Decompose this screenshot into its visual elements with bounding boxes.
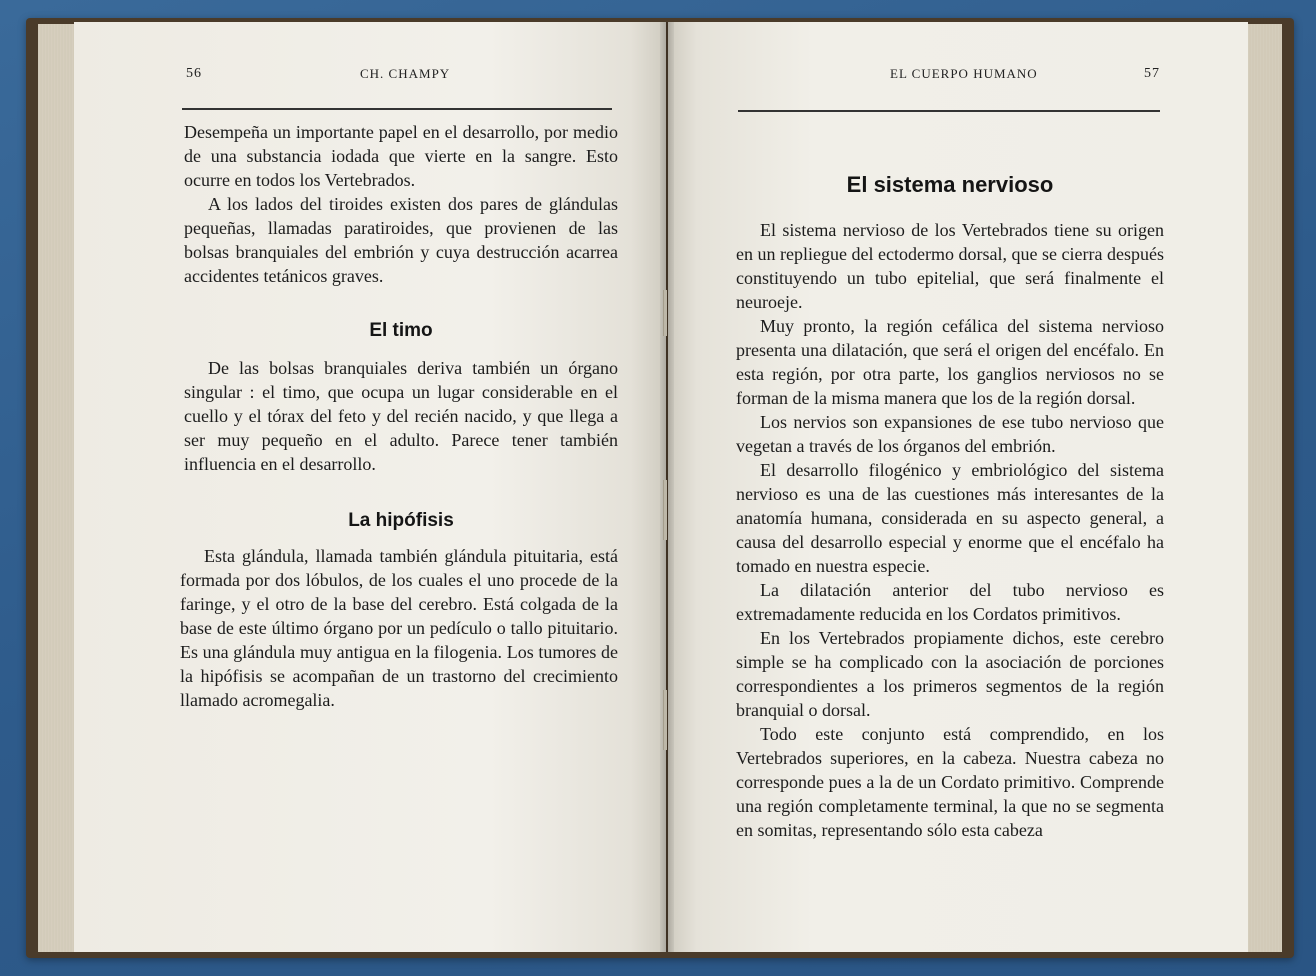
header-rule — [738, 110, 1160, 112]
paragraph: En los Vertebrados propiamente dichos, este cerebro simple se ha complicado con la asociación de porciones correspondientes a los primeros segmentos de la región branquial o dorsal. — [736, 628, 1164, 720]
left-page-header — [110, 66, 622, 86]
section-timo-text — [184, 356, 618, 476]
section-title: La hipófisis — [348, 510, 454, 531]
section-title: El timo — [369, 320, 433, 341]
page-number: 57 — [1144, 66, 1160, 81]
paragraph: El sistema nervioso de los Vertebrados tiene su origen en un repliegue del ectodermo dorsal, que se cierra después constituyendo un tubo epitelial, que será finalmente el neuroeje. — [736, 220, 1164, 312]
section-hipofisis-text — [180, 544, 618, 712]
paragraph: Muy pronto, la región cefálica del sistema nervioso presenta una dilatación, que será el origen del encéfalo. En esta región, por otra parte, los ganglios nerviosos no se forman de la misma manera que los de la región dorsal. — [736, 316, 1164, 408]
paragraph: Los nervios son expansiones de ese tubo nervioso que vegetan a través de los órganos del embrión. — [736, 412, 1164, 456]
page-edges-right — [1244, 24, 1282, 952]
binding-thread — [663, 690, 667, 750]
binding-thread — [663, 480, 667, 540]
binding-thread — [663, 290, 667, 336]
running-head: EL CUERPO HUMANO — [890, 66, 1038, 81]
page-edges-left — [38, 24, 78, 952]
page-number: 56 — [186, 66, 202, 81]
left-intro-text — [184, 120, 618, 288]
header-rule — [182, 108, 612, 110]
paragraph: La dilatación anterior del tubo nervioso es extremadamente reducida en los Cordatos primitivos. — [736, 580, 1164, 624]
chapter-title: El sistema nervioso — [846, 172, 1054, 197]
chapter-body-text — [736, 218, 1164, 842]
running-head: CH. CHAMPY — [360, 66, 451, 81]
paragraph: Esta glándula, llamada también glándula pituitaria, está formada por dos lóbulos, de los cuales el uno procede de la faringe, y el otro de la base del cerebro. Está colgada de la base de este último órgano por un pedículo o tallo pituitario. Es una glándula muy antigua en la filogenia. Los tumores de la hipófisis se acompañan de un trastorno del crecimiento llamado acromegalia. — [180, 546, 618, 710]
paragraph: A los lados del tiroides existen dos pares de glándulas pequeñas, llamadas paratiroides, que provienen de las bolsas branquiales del embrión y cuya destrucción acarrea accidentes tetánicos graves. — [184, 194, 618, 286]
paragraph: Todo este conjunto está comprendido, en los Vertebrados superiores, en la cabeza. Nuestra cabeza no corresponde pues a la de un Cordato primitivo. Comprende una región completamente terminal, la que no se segmenta en somitas, representando sólo esta cabeza — [736, 724, 1164, 840]
paragraph: De las bolsas branquiales deriva también un órgano singular : el timo, que ocupa un lugar considerable en el cuello y el tórax del feto y del recién nacido, y que llega a ser muy pequeño en el adulto. Parece tener también influencia en el desarrollo. — [184, 358, 618, 474]
paragraph: El desarrollo filogénico y embriológico del sistema nervioso es una de las cuestiones más interesantes de la anatomía humana, considerada en su aspecto general, a causa del desarrollo especial y enorme que el encéfalo ha tomado en nuestra especie. — [736, 460, 1164, 576]
right-page-header — [738, 66, 1160, 86]
paragraph: Desempeña un importante papel en el desarrollo, por medio de una substancia iodada que vierte en la sangre. Esto ocurre en todos los Vertebrados. — [184, 122, 618, 190]
